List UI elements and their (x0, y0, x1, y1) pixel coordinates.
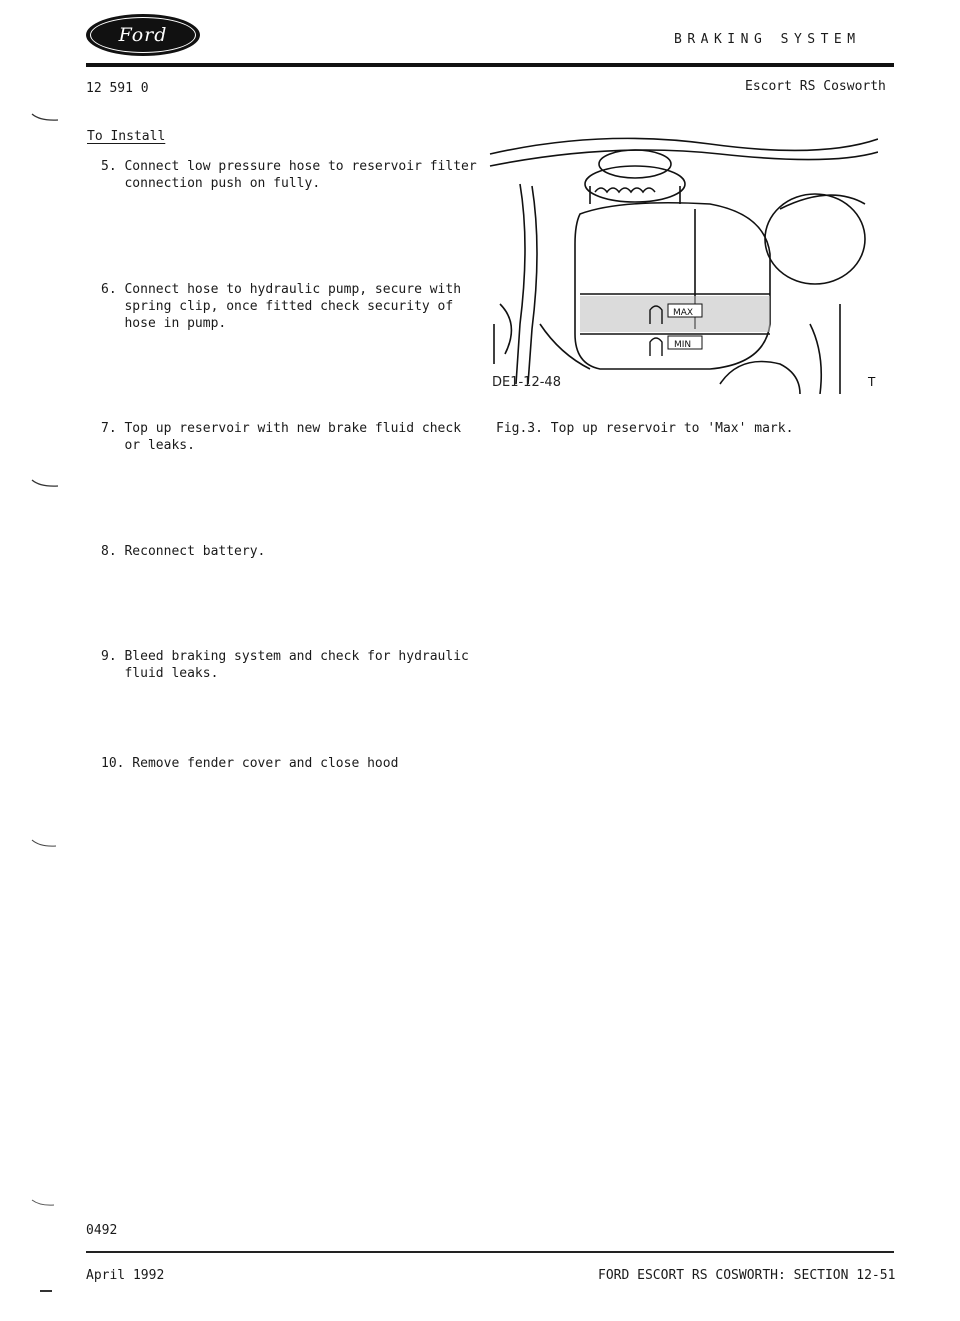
footer-section: FORD ESCORT RS COSWORTH: SECTION 12-51 (598, 1268, 896, 1283)
binder-mark (30, 838, 60, 848)
binder-mark (30, 478, 60, 488)
reservoir-illustration (480, 124, 878, 394)
reservoir-figure (480, 124, 878, 394)
header-rule (86, 63, 894, 67)
corner-mark: T (868, 375, 876, 389)
step-8: 8. Reconnect battery. (101, 544, 266, 559)
min-mark-label: MIN (674, 340, 692, 350)
step-7: 7. Top up reservoir with new brake fluid check or leaks. (101, 421, 462, 453)
step-9: 9. Bleed braking system and check for hydraulic fluid leaks. (101, 649, 469, 681)
doc-number: 12 591 0 (86, 81, 149, 96)
binder-mark (30, 112, 60, 122)
max-mark-label: MAX (673, 308, 694, 318)
section-title: BRAKING SYSTEM (674, 32, 861, 47)
model-name: Escort RS Cosworth (745, 79, 886, 94)
ford-logo-text: Ford (118, 24, 168, 46)
footer-date: April 1992 (86, 1268, 165, 1283)
ford-logo (86, 14, 200, 56)
install-heading: To Install (87, 129, 166, 144)
ford-logo-oval (90, 17, 196, 53)
step-10: 10. Remove fender cover and close hood (101, 756, 399, 771)
binder-mark (30, 1198, 60, 1208)
figure-caption: Fig.3. Top up reservoir to 'Max' mark. (496, 421, 794, 436)
figure-id-label: DE1-12-48 (492, 375, 561, 390)
margin-dash (40, 1290, 52, 1292)
footer-rule (86, 1251, 894, 1253)
step-5: 5. Connect low pressure hose to reservoir filter connection push on fully. (101, 159, 477, 191)
step-6: 6. Connect hose to hydraulic pump, secure with spring clip, once fitted check security of hose in pump. (101, 282, 462, 331)
footer-code: 0492 (86, 1223, 118, 1238)
